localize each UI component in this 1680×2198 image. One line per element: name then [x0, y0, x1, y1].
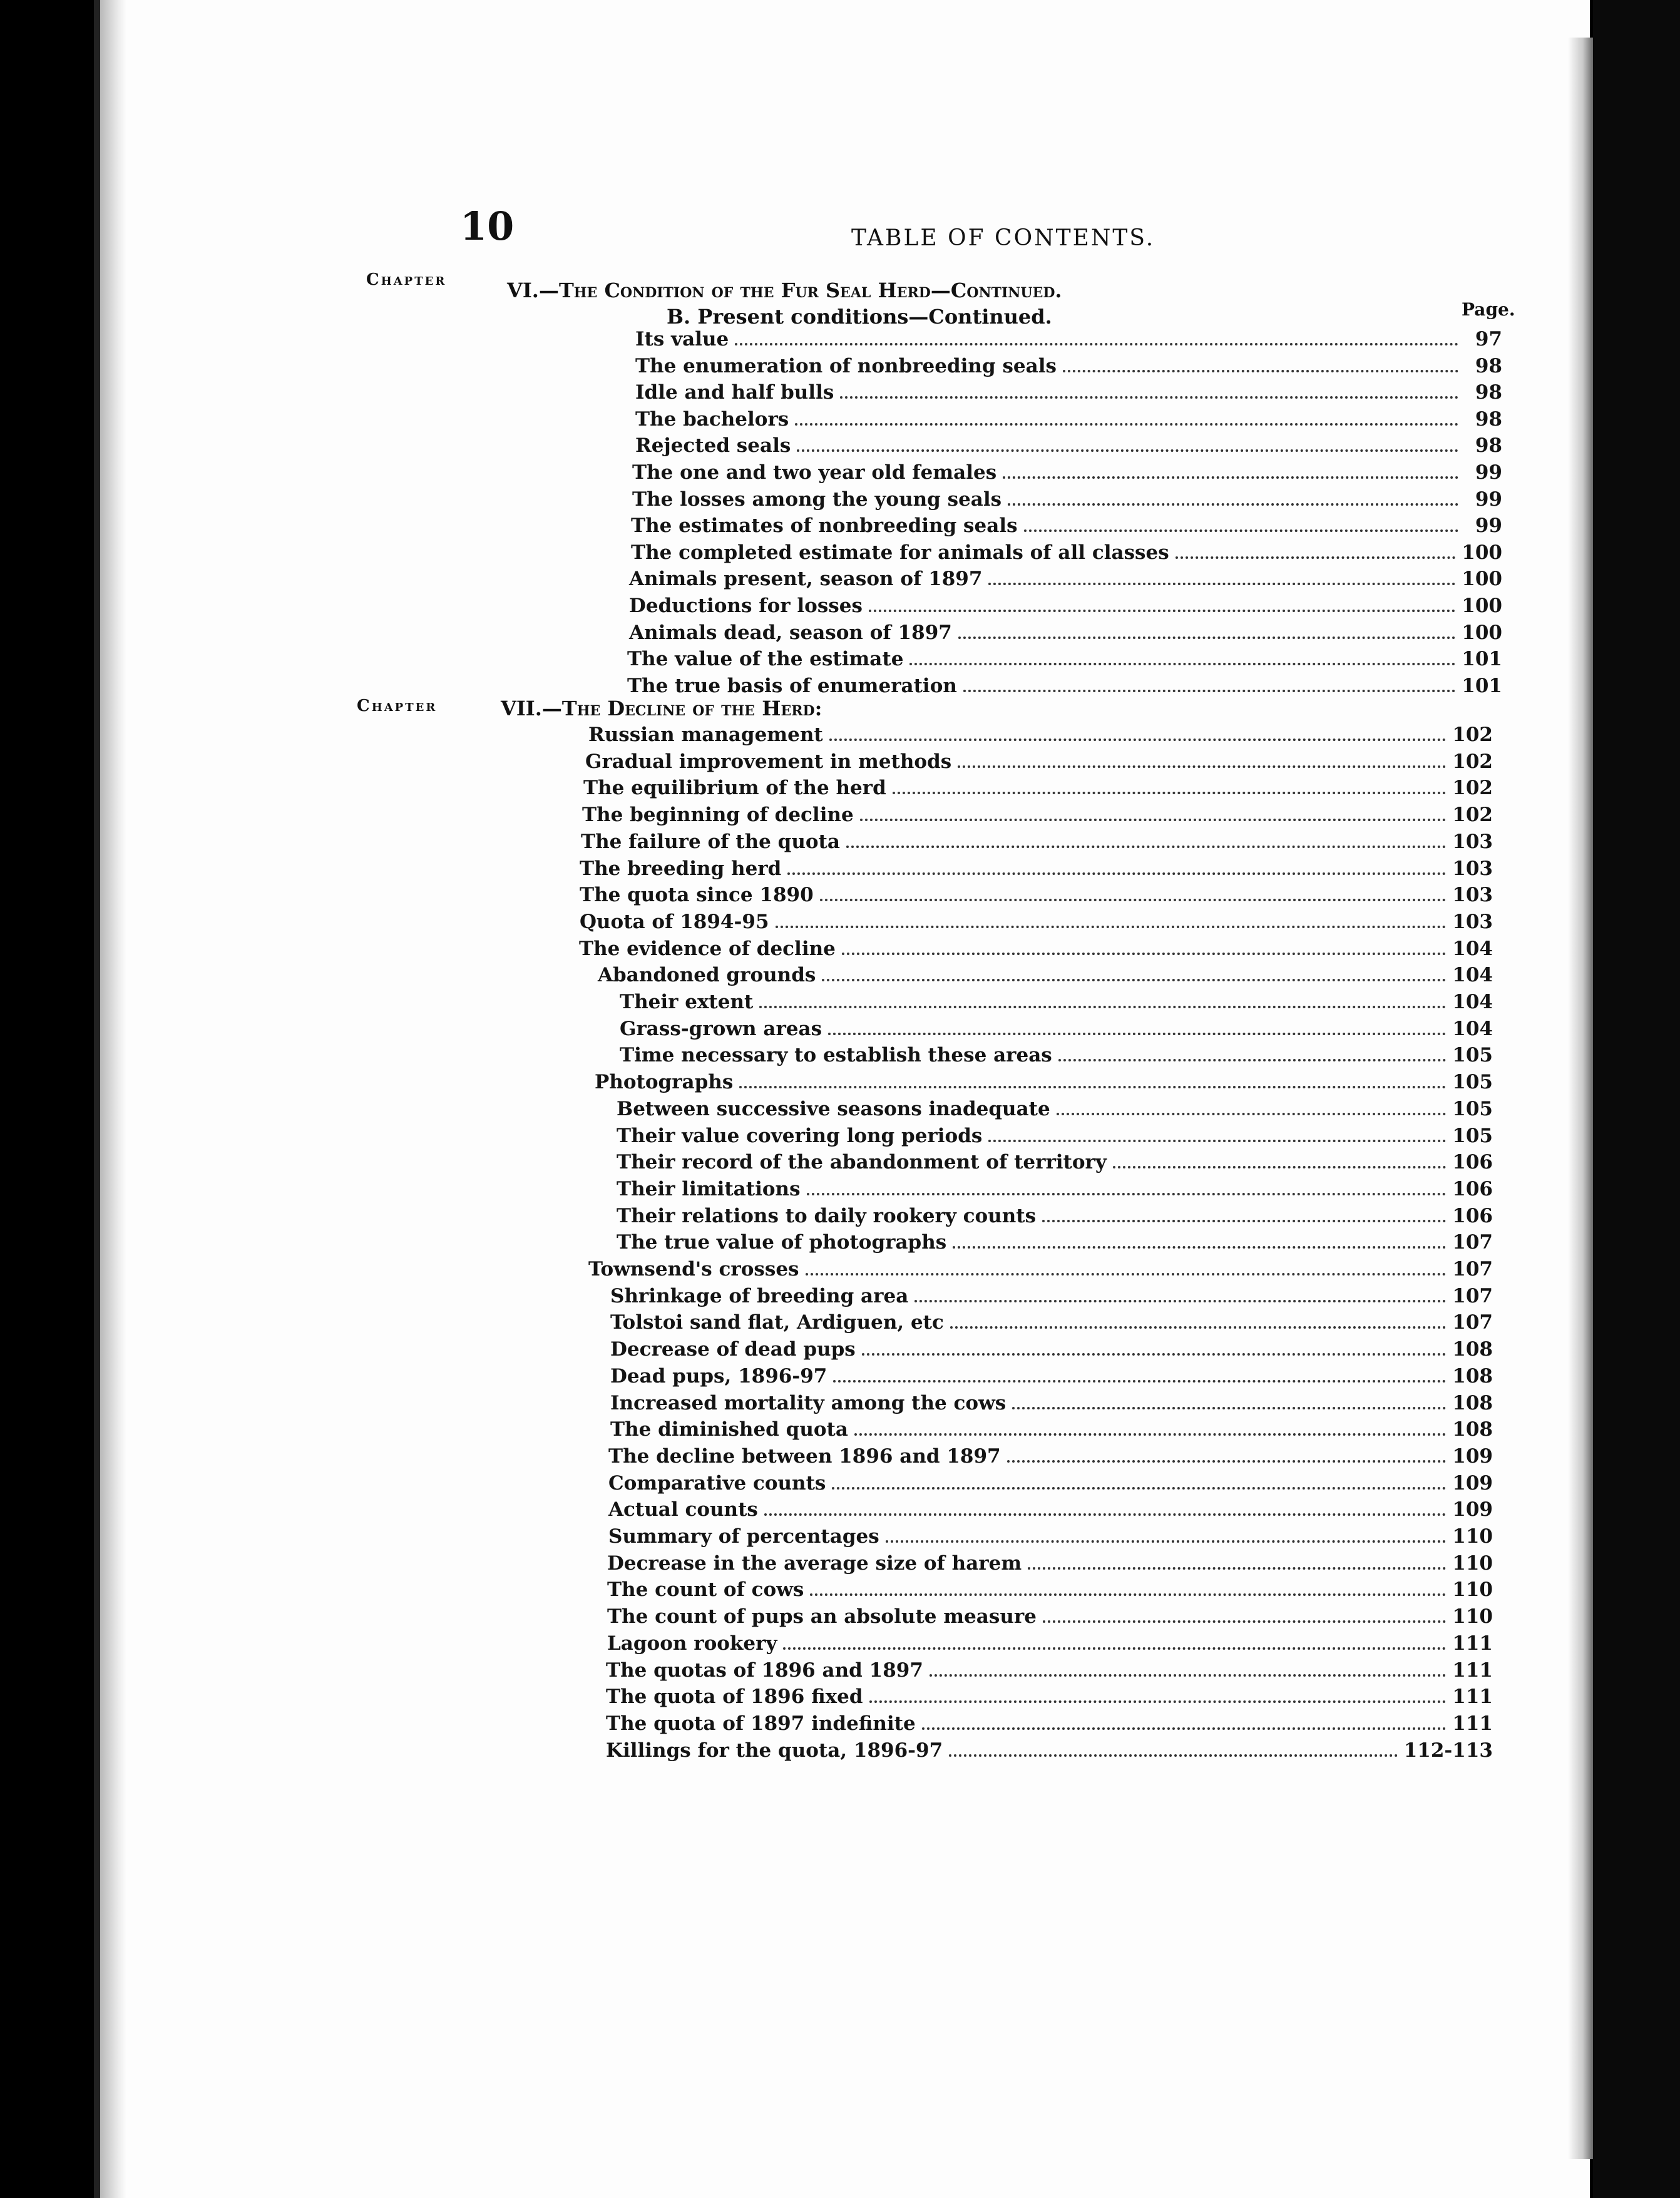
toc-entry-title: The equilibrium of the herd	[583, 777, 886, 800]
toc-entry-title: The quota of 1897 indefinite	[606, 1712, 916, 1735]
toc-entry-title: Between successive seasons inadequate	[617, 1097, 1050, 1120]
dot-leader	[735, 343, 1458, 345]
toc-entry	[617, 1148, 1493, 1173]
toc-entry-page: 107	[1452, 1258, 1493, 1280]
toc-entry-title: Their extent	[620, 991, 754, 1013]
toc-entry	[580, 908, 1493, 933]
toc-entry-page: 100	[1462, 568, 1502, 591]
toc-entry-title: Actual counts	[608, 1498, 758, 1521]
toc-entry	[620, 1041, 1493, 1066]
toc-entry-title: The value of the estimate	[627, 648, 904, 671]
toc-entry-title: Townsend's crosses	[588, 1258, 799, 1280]
dot-leader	[739, 1086, 1446, 1088]
toc-entry	[583, 774, 1493, 799]
toc-entry	[627, 645, 1502, 670]
dot-leader	[893, 792, 1447, 794]
toc-entry-page: 107	[1452, 1311, 1493, 1334]
toc-entry-title: Their record of the abandonment of territory	[617, 1151, 1107, 1174]
dot-leader	[862, 1353, 1447, 1356]
toc-entry-title: Killings for the quota, 1896-97	[606, 1739, 943, 1762]
dot-leader	[988, 1140, 1446, 1142]
toc-entry	[610, 1282, 1493, 1307]
toc-entry-page: 107	[1452, 1284, 1493, 1307]
dot-leader	[930, 1674, 1446, 1677]
toc-entry	[606, 1683, 1493, 1708]
toc-entry-title: Increased mortality among the cows	[610, 1391, 1006, 1414]
toc-entry	[606, 1710, 1493, 1735]
toc-entry	[610, 1336, 1493, 1361]
toc-entry	[629, 592, 1502, 617]
toc-entry-title: Rejected seals	[635, 434, 791, 457]
toc-entry-page: 110	[1452, 1578, 1493, 1602]
toc-entry	[607, 1550, 1493, 1575]
toc-entry-title: The decline between 1896 and 1897	[608, 1444, 1001, 1468]
dot-leader	[1007, 1460, 1447, 1463]
toc-entry-page: 111	[1452, 1685, 1493, 1709]
toc-entry-title: Their value covering long periods	[617, 1124, 983, 1147]
toc-entry-page: 108	[1452, 1391, 1493, 1414]
dot-leader	[820, 899, 1447, 901]
toc-entry-title: The quota since 1890	[580, 884, 814, 907]
scan-border	[1593, 0, 1680, 2198]
toc-entry	[581, 828, 1493, 853]
toc-entry-title: Tolstoi sand flat, Ardiguen, etc	[610, 1311, 944, 1334]
dot-leader	[1113, 1166, 1446, 1168]
dot-leader	[776, 926, 1447, 928]
toc-entry	[580, 881, 1493, 906]
toc-entry	[620, 988, 1493, 1013]
toc-entry-page: 105	[1452, 1124, 1493, 1147]
adjacent-page-edge	[1568, 38, 1593, 2159]
dot-leader	[860, 819, 1447, 821]
toc-entry-page: 100	[1462, 595, 1502, 617]
toc-entry	[588, 721, 1493, 746]
toc-entry-page: 105	[1452, 1044, 1493, 1067]
dot-leader	[1043, 1620, 1446, 1623]
toc-entry-page: 98	[1475, 354, 1502, 377]
toc-entry-page: 106	[1452, 1151, 1493, 1174]
toc-entry-page: 110	[1452, 1525, 1493, 1548]
dot-leader	[764, 1513, 1446, 1516]
dot-leader	[1063, 370, 1458, 372]
toc-entry-title: The one and two year old females	[632, 461, 997, 484]
toc-entry	[617, 1175, 1493, 1200]
toc-entry-title: Deductions for losses	[629, 595, 863, 617]
toc-entry-title: Lagoon rookery	[607, 1632, 777, 1655]
page-number: 10	[460, 203, 515, 249]
dot-leader	[807, 1193, 1447, 1195]
toc-entry	[635, 352, 1502, 377]
toc-entry-title: The diminished quota	[610, 1418, 848, 1441]
toc-entry-page: 99	[1475, 488, 1502, 511]
toc-entry-page: 111	[1452, 1712, 1493, 1735]
toc-entry	[632, 486, 1502, 511]
dot-leader	[846, 846, 1446, 848]
toc-entry	[631, 539, 1502, 564]
dot-leader	[869, 610, 1455, 612]
chapter-vi-title: VI.—The Condition of the Fur Seal Herd—Continued.	[507, 279, 1062, 302]
toc-entry-page: 99	[1475, 514, 1502, 538]
dot-leader	[950, 1326, 1446, 1329]
toc-entry-title: The enumeration of nonbreeding seals	[635, 354, 1057, 377]
toc-entry	[627, 672, 1502, 697]
toc-entry	[631, 512, 1502, 537]
toc-entry-title: The quota of 1896 fixed	[606, 1685, 863, 1709]
toc-entry-title: The completed estimate for animals of all classes	[631, 541, 1169, 564]
toc-entry-page: 103	[1452, 884, 1493, 907]
toc-entry-title: Decrease in the average size of harem	[607, 1551, 1022, 1575]
toc-entry-page: 111	[1452, 1659, 1493, 1682]
dot-leader	[1012, 1407, 1446, 1409]
toc-entry-title: The quotas of 1896 and 1897	[606, 1659, 923, 1682]
dot-leader	[828, 1033, 1446, 1035]
dot-leader	[1175, 556, 1456, 559]
dot-leader	[840, 396, 1458, 399]
dot-leader	[787, 872, 1446, 875]
toc-entry-page: 98	[1475, 434, 1502, 457]
toc-entry	[608, 1443, 1493, 1468]
toc-entry-page: 108	[1452, 1338, 1493, 1361]
toc-entry-page: 112-113	[1403, 1739, 1493, 1762]
toc-entry-page: 100	[1462, 541, 1502, 564]
chapter-vii-title: VII.—The Decline of the Herd:	[501, 697, 822, 720]
toc-entry	[617, 1229, 1493, 1254]
toc-entry-page: 110	[1452, 1551, 1493, 1575]
dot-leader	[953, 1246, 1446, 1249]
toc-entry-title: The true basis of enumeration	[627, 674, 957, 697]
dot-leader	[806, 1273, 1447, 1275]
dot-leader	[958, 636, 1455, 639]
toc-entry	[610, 1389, 1493, 1414]
toc-entry	[629, 565, 1502, 590]
chapter-vii-label: Chapter	[357, 697, 438, 715]
dot-leader	[795, 423, 1458, 426]
book-page	[94, 0, 1590, 2198]
toc-entry-title: Their relations to daily rookery counts	[617, 1204, 1037, 1227]
dot-leader	[1042, 1220, 1446, 1222]
toc-entry	[608, 1523, 1493, 1548]
dot-leader	[810, 1593, 1446, 1596]
toc-entry	[607, 1630, 1493, 1655]
toc-entry-page: 98	[1475, 407, 1502, 431]
toc-entry-title: Time necessary to establish these areas	[620, 1044, 1052, 1067]
dot-leader	[1024, 529, 1458, 532]
dot-leader	[886, 1540, 1447, 1543]
dot-leader	[1003, 476, 1458, 479]
dot-leader	[842, 953, 1446, 955]
dot-leader	[988, 583, 1455, 585]
dot-leader	[822, 979, 1446, 981]
toc-entry-page: 109	[1452, 1471, 1493, 1495]
dot-leader	[829, 739, 1447, 741]
toc-entry-title: Summary of percentages	[608, 1525, 879, 1548]
toc-entry-title: Gradual improvement in methods	[585, 750, 952, 773]
dot-leader	[759, 1006, 1446, 1008]
toc-entry-page: 100	[1462, 621, 1502, 644]
toc-entry	[610, 1362, 1493, 1388]
toc-entry	[606, 1657, 1493, 1682]
toc-entry	[635, 325, 1502, 350]
toc-entry-page: 103	[1452, 830, 1493, 853]
toc-entry-title: Photographs	[595, 1071, 734, 1094]
toc-entry-page: 102	[1452, 804, 1493, 827]
running-head: TABLE OF CONTENTS.	[851, 225, 1155, 251]
toc-entry-page: 104	[1452, 1017, 1493, 1040]
toc-entry	[606, 1737, 1493, 1762]
toc-entry	[588, 1255, 1493, 1280]
toc-entry-title: Its value	[635, 328, 729, 350]
toc-entry-title: Dead pups, 1896-97	[610, 1364, 827, 1388]
dot-leader	[1057, 1113, 1447, 1115]
toc-entry	[632, 459, 1502, 484]
page-column-label: Page.	[1462, 299, 1515, 320]
dot-leader	[833, 1380, 1446, 1383]
toc-entry-title: The failure of the quota	[581, 830, 840, 853]
toc-entry	[580, 855, 1493, 880]
section-b-heading: B. Present conditions—Continued.	[667, 305, 1052, 329]
toc-entry-page: 108	[1452, 1364, 1493, 1388]
toc-entry-title: The losses among the young seals	[632, 488, 1002, 511]
dot-leader	[1008, 503, 1458, 506]
toc-entry-title: Abandoned grounds	[598, 964, 816, 987]
toc-entry-title: Comparative counts	[608, 1471, 826, 1495]
toc-entry-page: 104	[1452, 937, 1493, 960]
dot-leader	[922, 1727, 1447, 1730]
toc-entry-title: Their limitations	[617, 1177, 801, 1200]
toc-entry-page: 104	[1452, 991, 1493, 1013]
toc-entry-title: The beginning of decline	[582, 804, 854, 827]
page-gutter-shadow	[100, 0, 126, 2198]
dot-leader	[1028, 1567, 1446, 1570]
toc-entry-page: 105	[1452, 1071, 1493, 1094]
toc-entry	[585, 748, 1493, 773]
toc-entry-title: The count of cows	[607, 1578, 804, 1602]
toc-entry-title: The true value of photographs	[617, 1231, 947, 1254]
toc-entry-title: Grass-grown areas	[620, 1017, 822, 1040]
toc-entry	[617, 1122, 1493, 1147]
toc-entry	[610, 1309, 1493, 1334]
toc-entry-page: 101	[1462, 674, 1502, 697]
toc-entry-title: Idle and half bulls	[635, 381, 834, 404]
toc-entry-page: 104	[1452, 964, 1493, 987]
toc-entry-title: The count of pups an absolute measure	[607, 1605, 1037, 1628]
toc-entry-page: 106	[1452, 1204, 1493, 1227]
dot-leader	[783, 1647, 1446, 1650]
toc-entry-title: Shrinkage of breeding area	[610, 1284, 909, 1307]
dot-leader	[963, 690, 1455, 692]
dot-leader	[909, 663, 1455, 665]
toc-entry-page: 109	[1452, 1444, 1493, 1468]
toc-entry-page: 107	[1452, 1231, 1493, 1254]
dot-leader	[832, 1487, 1446, 1490]
dot-leader	[869, 1700, 1447, 1703]
toc-entry	[608, 1496, 1493, 1521]
toc-entry-page: 108	[1452, 1418, 1493, 1441]
toc-entry-page: 106	[1452, 1177, 1493, 1200]
dot-leader	[949, 1754, 1398, 1757]
dot-leader	[914, 1300, 1446, 1302]
toc-entry-page: 101	[1462, 648, 1502, 671]
toc-entry-page: 110	[1452, 1605, 1493, 1628]
toc-entry-page: 103	[1452, 857, 1493, 880]
toc-entry-page: 105	[1452, 1097, 1493, 1120]
toc-entry	[620, 1015, 1493, 1040]
toc-entry-title: The breeding herd	[580, 857, 782, 880]
toc-entry-title: Animals present, season of 1897	[629, 568, 983, 591]
toc-entry-title: Animals dead, season of 1897	[629, 621, 952, 644]
toc-entry	[635, 406, 1502, 431]
dot-leader	[958, 765, 1446, 768]
toc-entry-page: 111	[1452, 1632, 1493, 1655]
toc-entry-page: 102	[1452, 777, 1493, 800]
toc-entry	[579, 935, 1493, 960]
toc-entry	[607, 1603, 1493, 1628]
dot-leader	[1058, 1059, 1447, 1061]
toc-entry-page: 109	[1452, 1498, 1493, 1521]
toc-entry	[635, 379, 1502, 404]
dot-leader	[797, 449, 1458, 452]
toc-entry	[598, 961, 1493, 986]
toc-entry	[635, 432, 1502, 457]
chapter-vi-label: Chapter	[366, 270, 447, 289]
toc-entry	[595, 1068, 1493, 1093]
toc-entry	[629, 619, 1502, 644]
toc-entry-title: Quota of 1894-95	[580, 910, 769, 933]
toc-entry-page: 98	[1475, 381, 1502, 404]
toc-entry-page: 97	[1475, 328, 1502, 350]
toc-entry	[608, 1470, 1493, 1495]
toc-entry-title: The estimates of nonbreeding seals	[631, 514, 1018, 538]
toc-entry	[617, 1202, 1493, 1227]
toc-entry-page: 102	[1452, 750, 1493, 773]
toc-entry-title: The bachelors	[635, 407, 789, 431]
toc-entry-title: Decrease of dead pups	[610, 1338, 856, 1361]
toc-entry-page: 99	[1475, 461, 1502, 484]
toc-entry	[610, 1416, 1493, 1441]
toc-entry-page: 103	[1452, 910, 1493, 933]
toc-entry-page: 102	[1452, 723, 1493, 746]
toc-entry	[582, 801, 1493, 826]
dot-leader	[854, 1433, 1446, 1436]
toc-entry-title: The evidence of decline	[579, 937, 836, 960]
toc-entry	[607, 1576, 1493, 1601]
toc-entry	[617, 1095, 1493, 1120]
toc-entry-title: Russian management	[588, 723, 823, 746]
